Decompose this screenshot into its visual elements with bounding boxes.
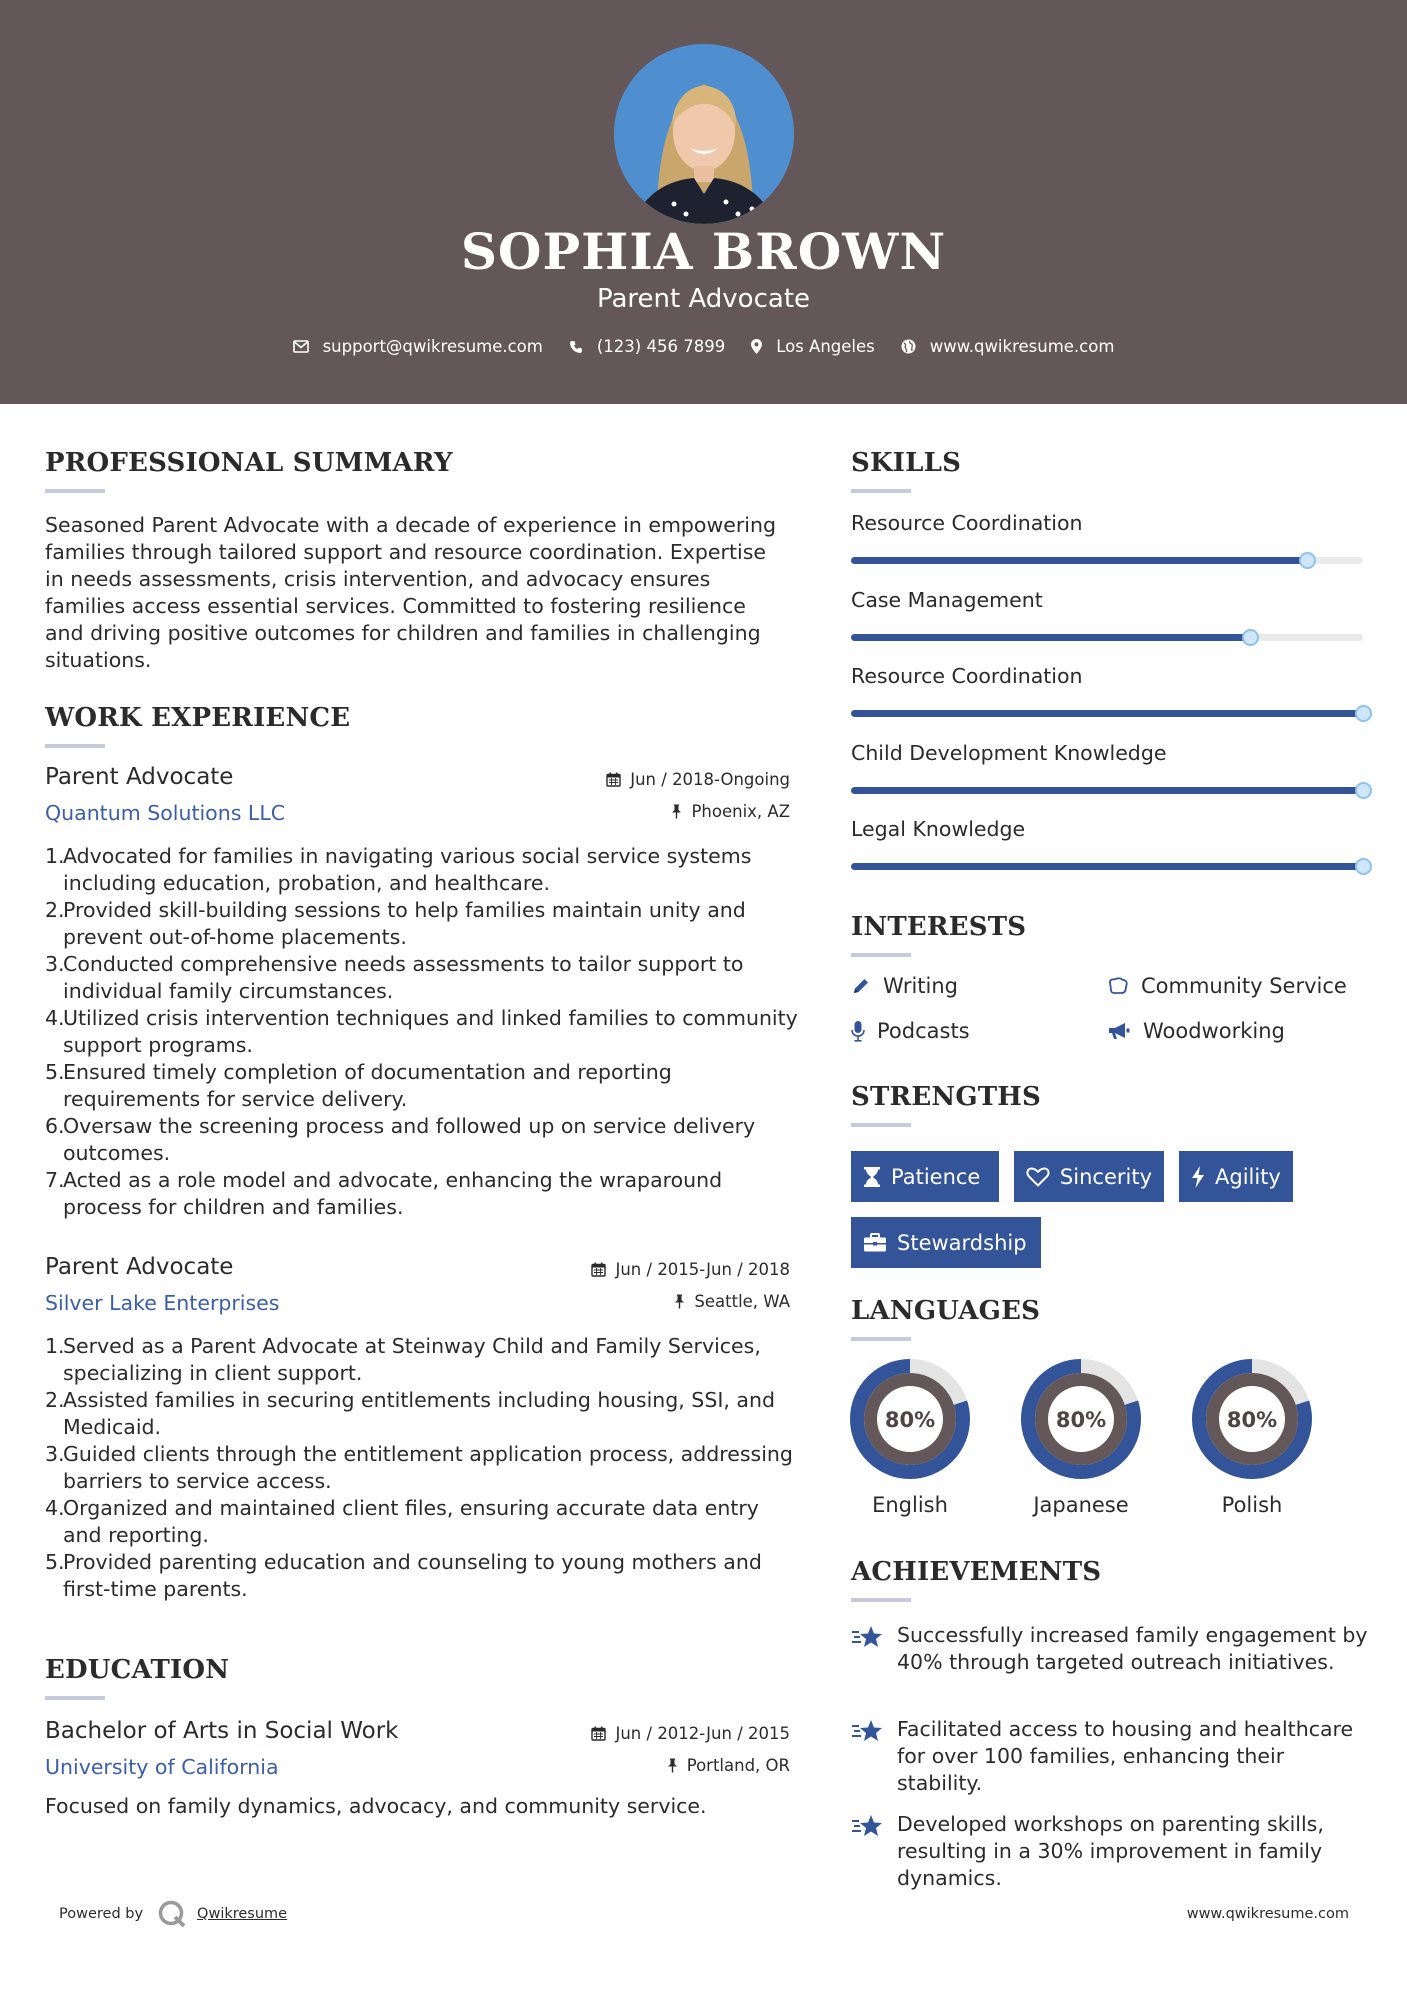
strengths-heading: STRENGTHS	[851, 1082, 1042, 1112]
languages-underline	[851, 1337, 911, 1341]
list-item: 2.Assisted families in securing entitlements including housing, SSI, and Medicaid.	[45, 1388, 775, 1439]
skill-label: Resource Coordination	[851, 664, 1083, 688]
education-date	[591, 1724, 790, 1743]
contact-email[interactable]	[293, 337, 543, 356]
pushpin-icon	[667, 1758, 678, 1773]
hourglass-icon	[863, 1166, 881, 1188]
envelope-icon	[293, 340, 309, 353]
languages-heading: LANGUAGES	[851, 1296, 1041, 1326]
language-item	[848, 1357, 972, 1517]
job-location	[674, 1292, 790, 1311]
job-title: Parent Advocate	[45, 764, 234, 790]
achievement-item: Successfully increased family engagement by 40% through targeted outreach initiatives.	[851, 1622, 1371, 1676]
job-location-text: Phoenix, AZ	[691, 802, 790, 821]
interests-underline	[851, 953, 911, 957]
heart-icon	[1026, 1167, 1050, 1187]
contact-website-text: www.qwikresume.com	[929, 337, 1115, 356]
summary-text: Seasoned Parent Advocate with a decade of experience in empowering families through tailored support and resource coordination. Expertise in needs assessments, crisis intervention, and advocacy ensures families access essential services. Committed to fostering resilience and driving positive outcomes for children and families in challenging situations.	[45, 513, 776, 672]
contact-location-text: Los Angeles	[776, 337, 875, 356]
language-name: Japanese	[1033, 1493, 1129, 1517]
education-date-text: Jun / 2012-Jun / 2015	[615, 1724, 790, 1743]
list-item: 6.Oversaw the screening process and followed up on service delivery outcomes.	[45, 1114, 756, 1165]
skill-bar	[851, 787, 1363, 794]
language-gauge	[1190, 1357, 1314, 1481]
list-item: 3.Guided clients through the entitlement application process, addressing barriers to service access.	[45, 1442, 793, 1493]
resume-header	[0, 0, 1407, 404]
skill-slider-handle	[1355, 858, 1372, 875]
language-name: Polish	[1221, 1493, 1283, 1517]
summary-heading: PROFESSIONAL SUMMARY	[45, 448, 453, 478]
skill-bar	[851, 557, 1363, 564]
strength-tag: Sincerity	[1014, 1151, 1164, 1202]
list-item: 5.Provided parenting education and counseling to young mothers and first-time parents.	[45, 1550, 762, 1601]
pushpin-icon	[671, 804, 682, 819]
list-item: 4.Organized and maintained client files, ensuring accurate data entry and reporting.	[45, 1496, 759, 1547]
hand-icon	[1107, 976, 1129, 996]
job-company[interactable]: Quantum Solutions LLC	[45, 801, 286, 825]
education-location-text: Portland, OR	[686, 1756, 790, 1775]
job-bullets	[45, 843, 800, 1221]
skills-underline	[851, 489, 911, 493]
job-company[interactable]: Silver Lake Enterprises	[45, 1291, 280, 1315]
interests-heading: INTERESTS	[851, 912, 1027, 942]
microphone-icon	[851, 1020, 865, 1042]
job-location	[671, 802, 790, 821]
language-gauge	[1019, 1357, 1143, 1481]
skill-bar	[851, 710, 1363, 717]
contact-email-text: support@qwikresume.com	[322, 337, 543, 356]
language-name: English	[872, 1493, 948, 1517]
pencil-icon	[851, 976, 871, 996]
contact-website[interactable]	[901, 337, 1115, 356]
education-description: Focused on family dynamics, advocacy, and community service.	[45, 1794, 707, 1818]
achievements-underline	[851, 1598, 911, 1602]
skill-label: Resource Coordination	[851, 511, 1083, 535]
education-heading: EDUCATION	[45, 1655, 230, 1685]
education-location	[667, 1756, 790, 1775]
megaphone-icon	[1107, 1021, 1131, 1041]
shooting-star-icon	[851, 1624, 885, 1650]
job-bullets	[45, 1333, 800, 1603]
job-date	[591, 1260, 790, 1279]
interest-item: Writing	[851, 974, 958, 998]
achievements-heading: ACHIEVEMENTS	[851, 1557, 1102, 1587]
strength-tag: Stewardship	[851, 1217, 1041, 1268]
job-date-text: Jun / 2018-Ongoing	[630, 770, 790, 789]
list-item: 1.Advocated for families in navigating various social service systems including education, probation, and healthcare.	[45, 844, 752, 895]
interest-item: Community Service	[1107, 974, 1347, 998]
calendar-icon	[591, 1262, 606, 1277]
language-gauge	[848, 1357, 972, 1481]
language-percent: 80%	[1055, 1408, 1107, 1432]
briefcase-icon	[863, 1233, 887, 1253]
skill-label: Case Management	[851, 588, 1043, 612]
skill-slider-handle	[1355, 782, 1372, 799]
education-underline	[45, 1696, 105, 1700]
strength-tag: Agility	[1179, 1151, 1293, 1202]
bolt-icon	[1191, 1166, 1205, 1188]
globe-icon	[901, 339, 916, 354]
strength-tag: Patience	[851, 1151, 999, 1202]
map-pin-icon	[751, 339, 762, 354]
contact-location	[751, 337, 875, 356]
language-percent: 80%	[884, 1408, 936, 1432]
qwikresume-link[interactable]: Qwikresume	[197, 1906, 288, 1922]
strengths-underline	[851, 1123, 911, 1127]
calendar-icon	[591, 1726, 606, 1741]
experience-heading: WORK EXPERIENCE	[45, 703, 351, 733]
job-entry	[45, 764, 798, 1224]
candidate-name: SOPHIA BROWN	[460, 222, 947, 281]
contact-bar	[0, 337, 1407, 356]
phone-icon	[569, 340, 583, 354]
job-title: Parent Advocate	[45, 1254, 234, 1280]
contact-phone-text: (123) 456 7899	[596, 337, 726, 356]
list-item: 4.Utilized crisis intervention techniques and linked families to community support programs.	[45, 1006, 798, 1057]
experience-underline	[45, 744, 105, 748]
skill-bar	[851, 863, 1363, 870]
job-date	[606, 770, 790, 789]
list-item: 7.Acted as a role model and advocate, enhancing the wraparound process for children and families.	[45, 1168, 723, 1219]
interest-item: Woodworking	[1107, 1019, 1285, 1043]
pushpin-icon	[674, 1294, 685, 1309]
shooting-star-icon	[851, 1813, 885, 1839]
job-entry	[45, 1254, 793, 1614]
language-item	[1190, 1357, 1314, 1517]
list-item: 3.Conducted comprehensive needs assessments to tailor support to individual family circumstances.	[45, 952, 744, 1003]
skill-bar	[851, 634, 1363, 641]
school-name[interactable]: University of California	[45, 1755, 279, 1779]
education-entry	[45, 1718, 790, 1828]
language-percent: 80%	[1226, 1408, 1278, 1432]
list-item: 5.Ensured timely completion of documentation and reporting requirements for service delivery.	[45, 1060, 672, 1111]
achievement-item: Facilitated access to housing and healthcare for over 100 families, enhancing their stability.	[851, 1716, 1371, 1797]
contact-phone[interactable]	[569, 337, 725, 356]
skill-slider-handle	[1355, 705, 1372, 722]
footer-powered-by	[59, 1899, 287, 1929]
skills-heading: SKILLS	[851, 448, 962, 478]
job-date-text: Jun / 2015-Jun / 2018	[615, 1260, 790, 1279]
candidate-title: Parent Advocate	[596, 284, 811, 314]
language-item	[1019, 1357, 1143, 1517]
footer-website[interactable]: www.qwikresume.com	[1186, 1906, 1349, 1922]
skill-slider-handle	[1242, 629, 1259, 646]
list-item: 2.Provided skill-building sessions to help families maintain unity and prevent out-of-home placements.	[45, 898, 746, 949]
interest-item: Podcasts	[851, 1019, 970, 1043]
shooting-star-icon	[851, 1718, 885, 1744]
calendar-icon	[606, 772, 621, 787]
job-location-text: Seattle, WA	[694, 1292, 790, 1311]
summary-underline	[45, 489, 105, 493]
skill-slider-handle	[1299, 552, 1316, 569]
skill-label: Legal Knowledge	[851, 817, 1026, 841]
list-item: 1.Served as a Parent Advocate at Steinway Child and Family Services, specializing in client support.	[45, 1334, 761, 1385]
powered-by-label: Powered by	[59, 1906, 144, 1922]
achievement-item: Developed workshops on parenting skills, resulting in a 30% improvement in family dynamics.	[851, 1811, 1371, 1892]
avatar	[614, 44, 794, 224]
qwikresume-logo-icon	[157, 1899, 187, 1929]
degree-title: Bachelor of Arts in Social Work	[45, 1718, 399, 1744]
skill-label: Child Development Knowledge	[851, 741, 1167, 765]
